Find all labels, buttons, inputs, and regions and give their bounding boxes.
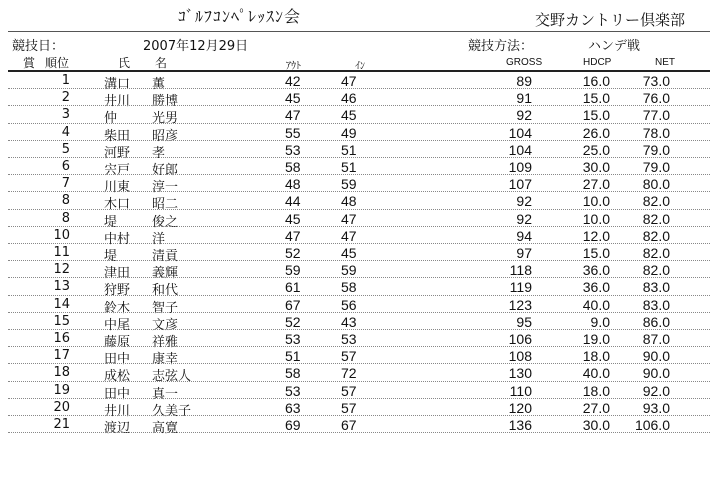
club-name: 交野カントリー倶楽部 bbox=[535, 11, 686, 29]
cell-hdcp: 10.0 bbox=[582, 193, 610, 210]
table-row bbox=[0, 124, 719, 144]
cell-gross: 104 bbox=[508, 124, 532, 141]
cell-rank: 11 bbox=[53, 245, 70, 260]
cell-first: 和代 bbox=[152, 283, 179, 299]
cell-gross: 107 bbox=[508, 176, 532, 193]
table-row bbox=[0, 175, 719, 196]
row-separator bbox=[8, 432, 710, 433]
cell-hdcp: 15.0 bbox=[582, 107, 610, 124]
cell-in: 47 bbox=[341, 227, 357, 244]
cell-first: 祥雅 bbox=[152, 335, 179, 350]
cell-rank: 2 bbox=[61, 90, 70, 106]
cell-in: 47 bbox=[341, 210, 357, 227]
cell-gross: 106 bbox=[508, 331, 532, 347]
cell-out: 45 bbox=[285, 90, 301, 107]
cell-in: 59 bbox=[341, 262, 357, 279]
cell-in: 57 bbox=[341, 348, 357, 365]
cell-rank: 3 bbox=[61, 107, 70, 123]
cell-in: 45 bbox=[341, 107, 357, 124]
cell-rank: 20 bbox=[53, 399, 70, 415]
cell-net: 73.0 bbox=[642, 73, 670, 89]
column-header-rank: 順位 bbox=[45, 56, 70, 70]
cell-in: 45 bbox=[341, 245, 357, 261]
cell-hdcp: 36.0 bbox=[582, 279, 610, 296]
column-header-out: ｱｳﾄ bbox=[286, 61, 301, 72]
cell-hdcp: 10.0 bbox=[582, 210, 610, 227]
method-value: ハンデ戦 bbox=[588, 39, 641, 54]
cell-last: 藤原 bbox=[104, 335, 131, 350]
cell-hdcp: 27.0 bbox=[582, 176, 610, 193]
table-row bbox=[0, 278, 719, 299]
cell-in: 46 bbox=[341, 90, 357, 107]
cell-rank: 8 bbox=[61, 210, 70, 226]
cell-in: 59 bbox=[341, 176, 357, 193]
cell-rank: 18 bbox=[53, 365, 70, 381]
cell-first: 勝博 bbox=[152, 94, 179, 110]
cell-gross: 119 bbox=[509, 279, 532, 296]
cell-in: 58 bbox=[341, 279, 357, 296]
table-row bbox=[0, 364, 719, 385]
cell-in: 56 bbox=[341, 296, 357, 313]
date-label: 競技日： bbox=[12, 39, 65, 54]
cell-out: 44 bbox=[285, 193, 301, 210]
cell-gross: 92 bbox=[516, 210, 532, 227]
cell-in: 43 bbox=[341, 313, 357, 330]
cell-out: 52 bbox=[285, 313, 301, 330]
cell-hdcp: 27.0 bbox=[582, 399, 610, 416]
cell-in: 51 bbox=[341, 159, 357, 175]
cell-gross: 95 bbox=[516, 313, 532, 330]
cell-last: 渡辺 bbox=[104, 421, 131, 436]
cell-out: 53 bbox=[285, 141, 301, 158]
cell-net: 80.0 bbox=[642, 176, 670, 193]
cell-net: 78.0 bbox=[642, 124, 670, 141]
cell-gross: 94 bbox=[516, 227, 532, 244]
column-header-name-1: 氏 bbox=[118, 56, 131, 70]
cell-hdcp: 18.0 bbox=[582, 348, 610, 365]
cell-last: 中尾 bbox=[104, 317, 131, 333]
cell-hdcp: 30.0 bbox=[582, 159, 610, 175]
cell-net: 82.0 bbox=[642, 262, 670, 279]
cell-last: 田中 bbox=[104, 386, 131, 402]
cell-first: 高寛 bbox=[152, 421, 179, 436]
cell-gross: 123 bbox=[508, 296, 532, 313]
cell-net: 79.0 bbox=[642, 159, 670, 175]
cell-net: 82.0 bbox=[642, 193, 670, 210]
cell-out: 47 bbox=[285, 227, 301, 244]
table-row bbox=[0, 296, 719, 316]
cell-out: 53 bbox=[285, 382, 301, 399]
cell-last: 井川 bbox=[104, 94, 131, 110]
cell-net: 83.0 bbox=[642, 296, 670, 313]
cell-last: 田中 bbox=[104, 352, 131, 368]
method-label: 競技方法： bbox=[468, 39, 534, 54]
cell-in: 57 bbox=[341, 399, 357, 416]
cell-net: 82.0 bbox=[642, 245, 670, 261]
column-header-name-2: 名 bbox=[155, 56, 168, 70]
cell-hdcp: 18.0 bbox=[582, 382, 610, 399]
column-header-net: NET bbox=[655, 57, 675, 68]
column-header-hdcp: HDCP bbox=[583, 57, 612, 68]
cell-last: 河野 bbox=[104, 145, 131, 161]
cell-last: 木口 bbox=[104, 197, 131, 213]
cell-net: 90.0 bbox=[642, 365, 670, 382]
cell-hdcp: 26.0 bbox=[582, 124, 610, 141]
table-row bbox=[0, 210, 719, 230]
cell-rank: 14 bbox=[53, 296, 70, 312]
cell-last: 津田 bbox=[104, 266, 131, 282]
title-rule bbox=[8, 31, 710, 32]
cell-net: 93.0 bbox=[642, 399, 670, 416]
cell-net: 90.0 bbox=[642, 348, 670, 365]
cell-gross: 118 bbox=[509, 262, 532, 279]
table-row bbox=[0, 330, 719, 350]
table-row bbox=[0, 382, 719, 402]
cell-hdcp: 15.0 bbox=[582, 245, 610, 261]
cell-rank: 4 bbox=[61, 124, 70, 140]
cell-hdcp: 12.0 bbox=[582, 227, 610, 244]
cell-net: 87.0 bbox=[642, 331, 670, 347]
cell-rank: 17 bbox=[53, 348, 70, 364]
cell-net: 86.0 bbox=[642, 313, 670, 330]
cell-net: 79.0 bbox=[642, 141, 670, 158]
cell-out: 63 bbox=[285, 399, 301, 416]
cell-out: 59 bbox=[285, 262, 301, 279]
cell-last: 溝口 bbox=[104, 77, 131, 92]
cell-net: 77.0 bbox=[642, 107, 670, 124]
cell-out: 48 bbox=[285, 176, 301, 193]
cell-gross: 92 bbox=[516, 193, 532, 210]
cell-hdcp: 16.0 bbox=[582, 73, 610, 89]
cell-net: 82.0 bbox=[642, 210, 670, 227]
cell-first: 志弦人 bbox=[152, 369, 192, 385]
cell-rank: 16 bbox=[53, 331, 70, 346]
cell-rank: 12 bbox=[53, 262, 70, 278]
cell-rank: 19 bbox=[53, 382, 70, 398]
table-row bbox=[0, 106, 719, 127]
table-row bbox=[0, 227, 719, 247]
cell-rank: 13 bbox=[53, 279, 70, 295]
cell-first: 俊之 bbox=[152, 214, 179, 230]
cell-in: 67 bbox=[341, 417, 357, 433]
cell-gross: 97 bbox=[516, 245, 532, 261]
cell-gross: 110 bbox=[509, 382, 532, 399]
column-header-sho: 賞 bbox=[23, 56, 36, 70]
cell-first: 洋 bbox=[152, 231, 166, 247]
table-row bbox=[0, 347, 719, 368]
cell-rank: 6 bbox=[61, 159, 70, 174]
cell-last: 柴田 bbox=[104, 128, 131, 144]
cell-net: 76.0 bbox=[642, 90, 670, 107]
cell-gross: 104 bbox=[508, 141, 532, 158]
cell-net: 92.0 bbox=[642, 382, 670, 399]
cell-gross: 92 bbox=[516, 107, 532, 124]
cell-hdcp: 40.0 bbox=[582, 365, 610, 382]
cell-hdcp: 19.0 bbox=[582, 331, 610, 347]
cell-hdcp: 25.0 bbox=[582, 141, 610, 158]
cell-gross: 130 bbox=[508, 365, 532, 382]
cell-hdcp: 36.0 bbox=[582, 262, 610, 279]
cell-last: 宍戸 bbox=[104, 163, 131, 178]
cell-rank: 10 bbox=[53, 227, 70, 243]
cell-out: 42 bbox=[285, 73, 301, 89]
table-row bbox=[0, 72, 719, 92]
table-row bbox=[0, 399, 719, 419]
cell-first: 淳一 bbox=[152, 180, 179, 196]
cell-last: 鈴木 bbox=[104, 300, 131, 316]
cell-last: 仲 bbox=[104, 111, 118, 127]
cell-last: 堤 bbox=[104, 249, 118, 264]
cell-first: 康幸 bbox=[152, 352, 179, 368]
cell-out: 55 bbox=[285, 124, 301, 141]
cell-in: 51 bbox=[341, 141, 357, 158]
date-value: 2007年12月29日 bbox=[143, 39, 249, 54]
cell-gross: 109 bbox=[508, 159, 532, 175]
cell-out: 69 bbox=[285, 417, 301, 433]
cell-gross: 120 bbox=[508, 399, 532, 416]
cell-hdcp: 40.0 bbox=[582, 296, 610, 313]
cell-out: 61 bbox=[285, 279, 301, 296]
table-row bbox=[0, 141, 719, 161]
cell-last: 堤 bbox=[104, 214, 118, 230]
cell-in: 47 bbox=[341, 73, 357, 89]
column-header-gross: GROSS bbox=[506, 57, 543, 68]
table-row bbox=[0, 158, 719, 178]
cell-out: 58 bbox=[285, 159, 301, 175]
cell-rank: 15 bbox=[53, 313, 70, 329]
cell-first: 昭彦 bbox=[152, 128, 179, 144]
cell-last: 中村 bbox=[104, 231, 131, 247]
cell-first: 真一 bbox=[152, 386, 179, 402]
cell-last: 狩野 bbox=[104, 283, 131, 299]
cell-first: 薫 bbox=[152, 77, 166, 92]
cell-out: 67 bbox=[285, 296, 301, 313]
cell-hdcp: 30.0 bbox=[582, 417, 610, 433]
cell-gross: 91 bbox=[516, 90, 532, 107]
cell-gross: 108 bbox=[508, 348, 532, 365]
cell-out: 47 bbox=[285, 107, 301, 124]
cell-rank: 5 bbox=[61, 141, 70, 157]
column-header-in: ｲﾝ bbox=[355, 61, 365, 72]
cell-gross: 136 bbox=[508, 417, 532, 433]
cell-in: 48 bbox=[341, 193, 357, 210]
table-row bbox=[0, 89, 719, 110]
cell-net: 82.0 bbox=[642, 227, 670, 244]
table-row bbox=[0, 261, 719, 282]
cell-first: 文彦 bbox=[152, 317, 179, 333]
cell-net: 106.0 bbox=[634, 417, 670, 433]
cell-out: 51 bbox=[285, 348, 301, 365]
cell-rank: 7 bbox=[61, 176, 70, 192]
cell-first: 清貢 bbox=[152, 249, 179, 264]
cell-out: 52 bbox=[285, 245, 301, 261]
cell-out: 53 bbox=[285, 331, 301, 347]
cell-first: 昭二 bbox=[152, 197, 179, 213]
cell-rank: 1 bbox=[61, 73, 70, 88]
cell-in: 49 bbox=[341, 124, 357, 141]
cell-first: 好郎 bbox=[152, 163, 179, 178]
cell-last: 川東 bbox=[104, 180, 131, 196]
cell-first: 久美子 bbox=[152, 403, 192, 419]
cell-in: 57 bbox=[341, 382, 357, 399]
table-row bbox=[0, 313, 719, 333]
table-row bbox=[0, 192, 719, 213]
cell-last: 井川 bbox=[104, 403, 131, 419]
cell-first: 智子 bbox=[152, 300, 179, 316]
cell-first: 義輝 bbox=[152, 266, 179, 282]
cell-rank: 21 bbox=[53, 417, 70, 432]
cell-in: 53 bbox=[341, 331, 357, 347]
cell-gross: 89 bbox=[516, 73, 532, 89]
cell-hdcp: 15.0 bbox=[582, 90, 610, 107]
cell-first: 光男 bbox=[152, 111, 179, 127]
cell-last: 成松 bbox=[104, 369, 131, 385]
cell-in: 72 bbox=[341, 365, 357, 382]
cell-out: 58 bbox=[285, 365, 301, 382]
table-row bbox=[0, 416, 719, 436]
table-row bbox=[0, 244, 719, 264]
cell-first: 孝 bbox=[152, 145, 166, 161]
cell-out: 45 bbox=[285, 210, 301, 227]
cell-rank: 8 bbox=[61, 193, 70, 209]
event-title: ｺﾞﾙﾌｺﾝﾍﾟﾚｯｽﾝ会 bbox=[178, 7, 302, 26]
cell-net: 83.0 bbox=[642, 279, 670, 296]
cell-hdcp: 9.0 bbox=[590, 313, 610, 330]
